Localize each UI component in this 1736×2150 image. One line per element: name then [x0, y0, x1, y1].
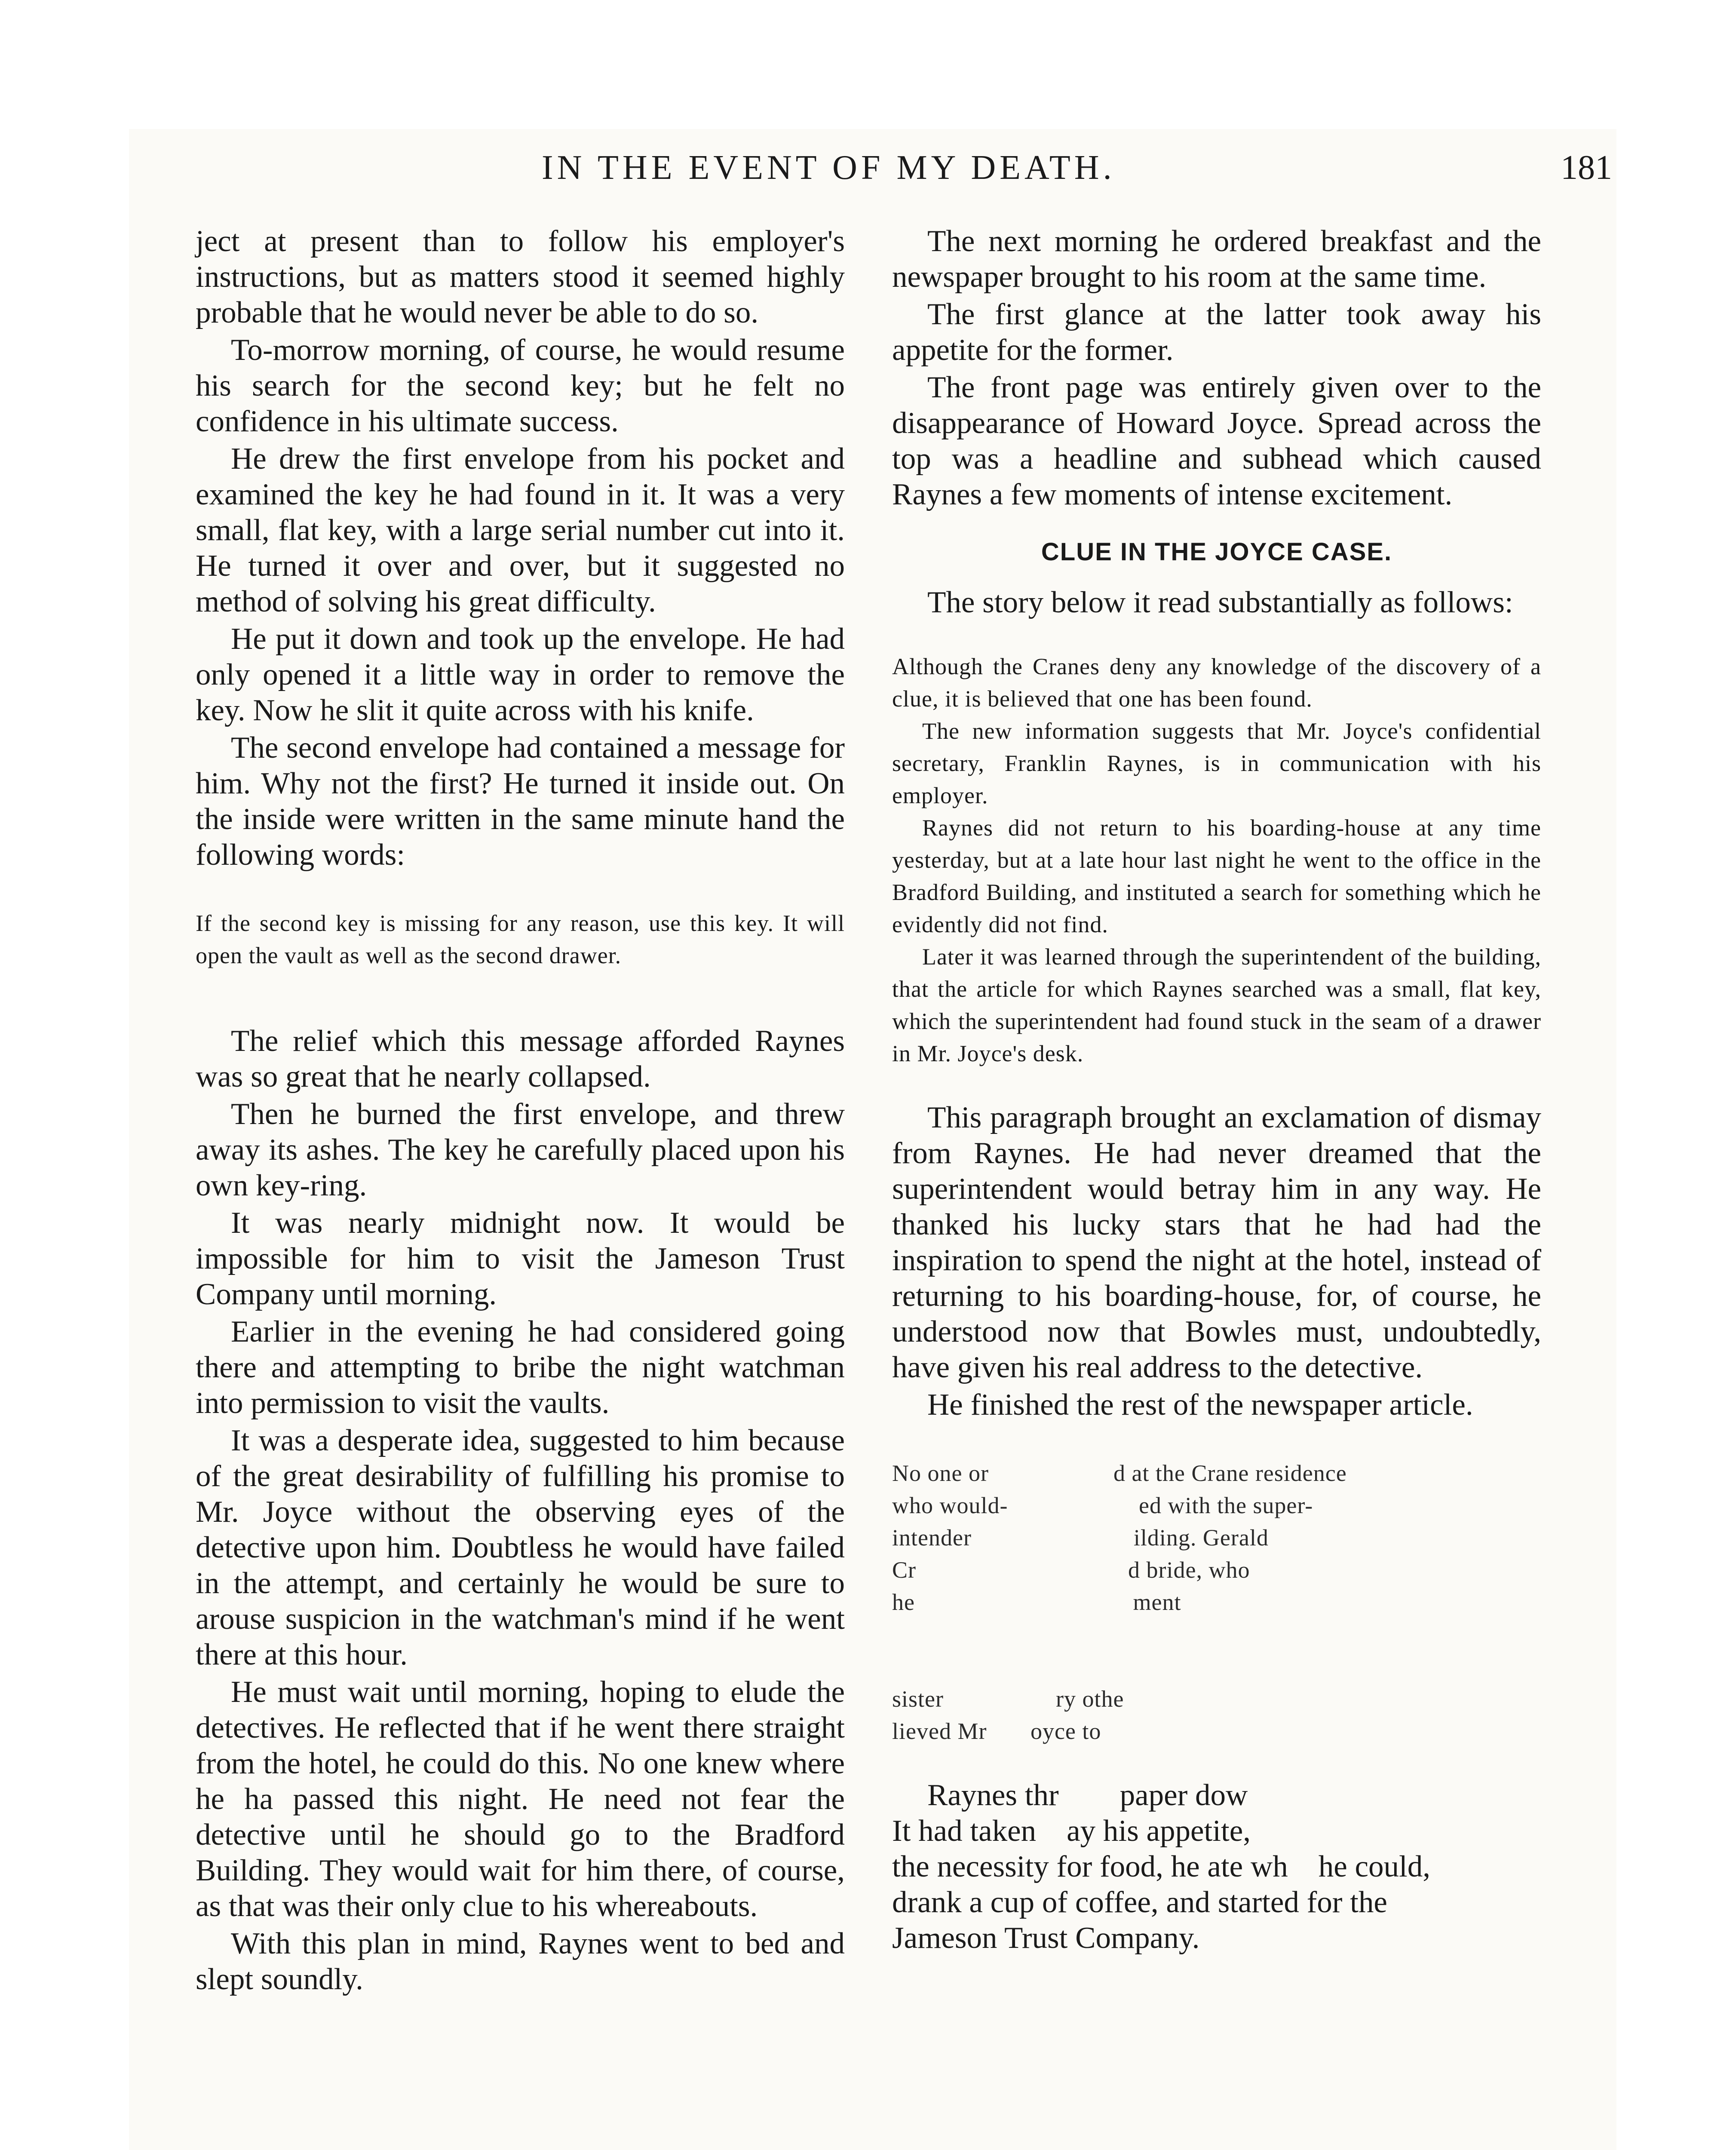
- page-number: 181: [1561, 149, 1612, 187]
- running-title: IN THE EVENT OF MY DEATH.: [542, 149, 1116, 187]
- article-paragraph: Although the Cranes deny any knowledge of the discovery of a clue, it is believed that one has been found.: [892, 654, 1541, 712]
- book-page: [129, 129, 1616, 2150]
- envelope-message: [196, 907, 845, 972]
- damaged-line: the necessity for food, he ate wh he could,: [892, 1850, 1430, 1883]
- running-head: [542, 148, 1612, 200]
- damaged-line: Jameson Trust Company.: [892, 1921, 1200, 1955]
- damaged-line: sister ry othe: [892, 1686, 1124, 1712]
- article-paragraph: Raynes did not return to his boarding-house at any time yesterday, but at a late hour last night he went to the office in the Bradford Building, and instituted a search for something which he evidently did not find.: [892, 815, 1541, 937]
- damaged-line: drank a cup of coffee, and started for the: [892, 1886, 1387, 1919]
- paragraph: Then he burned the first envelope, and threw away its ashes. The key he carefully placed upon his own key-ring.: [196, 1097, 845, 1202]
- paragraph: This paragraph brought an exclamation of dismay from Raynes. He had never dreamed that the superintendent would betray him in any way. He thanked his lucky stars that he had had the inspiration to spend the night at the hotel, instead of returning to his boarding-house, for, of course, he understood now that Bowles must, undoubtedly, have given his real address to the detective.: [892, 1101, 1541, 1384]
- paragraph: The front page was entirely given over to the disappearance of Howard Joyce. Spread across the top was a headline and subhead which caused Raynes a few moments of intense excitement.: [892, 371, 1541, 511]
- newspaper-article: [892, 651, 1541, 1070]
- damaged-article: [892, 1457, 1541, 1748]
- newspaper-headline: CLUE IN THE JOYCE CASE.: [1041, 538, 1392, 566]
- damaged-line: Raynes thr paper dow: [927, 1778, 1248, 1812]
- damaged-line: intender ilding. Gerald: [892, 1525, 1269, 1551]
- damaged-line: lieved Mr oyce to: [892, 1718, 1101, 1744]
- paragraph: To-morrow morning, of course, he would resume his search for the second key; but he felt no confidence in his ultimate success.: [196, 333, 845, 438]
- paragraph: ject at present than to follow his employer's instructions, but as matters stood it seemed highly probable that he would never be able to do so.: [196, 224, 845, 329]
- paragraph: He drew the first envelope from his pocket and examined the key he had found in it. It was a very small, flat key, with a large serial number cut into it. He turned it over and over, but it suggested no method of solving his great difficulty.: [196, 442, 845, 618]
- paragraph: Earlier in the evening he had considered going there and attempting to bribe the night watchman into permission to visit the vaults.: [196, 1315, 845, 1420]
- right-column: [892, 224, 1541, 1956]
- article-paragraph: Later it was learned through the superintendent of the building, that the article for which Raynes searched was a small, flat key, which the superintendent had found stuck in the seam of a drawer in Mr. Joyce's desk.: [892, 944, 1541, 1066]
- paragraph: The first glance at the latter took away his appetite for the former.: [892, 298, 1541, 367]
- paragraph: It was a desperate idea, suggested to him because of the great desirability of fulfilling his promise to Mr. Joyce without the observing eyes of the detective upon him. Doubtless he would have failed in the attempt, and certainly he would be sure to arouse suspicion in the watchman's mind if he went there at this hour.: [196, 1424, 845, 1671]
- article-paragraph: The new information suggests that Mr. Joyce's confidential secretary, Franklin Raynes, is in communication with his employer.: [892, 718, 1541, 808]
- paragraph: The story below it read substantially as follows:: [927, 586, 1513, 619]
- damaged-gap: [892, 1651, 1541, 1683]
- paragraph: The relief which this message afforded Raynes was so great that he nearly collapsed.: [196, 1024, 845, 1093]
- damaged-line: Cr d bride, who: [892, 1557, 1250, 1583]
- damaged-line: who would- ed with the super-: [892, 1493, 1313, 1518]
- paragraph: He must wait until morning, hoping to elude the detectives. He reflected that if he went there straight from the hotel, he could do this. No one knew where he ha passed this night. He need not fear the detective until he should go to the Bradford Building. They would wait for him there, of course, as that was their only clue to his whereabouts.: [196, 1675, 845, 1923]
- paragraph: With this plan in mind, Raynes went to bed and slept soundly.: [196, 1927, 845, 1996]
- damaged-paragraph: [892, 1778, 1541, 1956]
- paragraph: The next morning he ordered breakfast and the newspaper brought to his room at the same time.: [892, 224, 1541, 294]
- paragraph: The second envelope had contained a message for him. Why not the first? He turned it inside out. On the inside were written in the same minute hand the following words:: [196, 731, 845, 872]
- damaged-line: he ment: [892, 1589, 1181, 1615]
- paragraph: He put it down and took up the envelope. He had only opened it a little way in order to remove the key. Now he slit it quite across with his knife.: [196, 622, 845, 727]
- damaged-gap: [892, 1619, 1541, 1651]
- paragraph: It was nearly midnight now. It would be impossible for him to visit the Jameson Trust Company until morning.: [196, 1206, 845, 1311]
- damaged-line: No one or d at the Crane residence: [892, 1460, 1347, 1486]
- left-column: [196, 224, 845, 1999]
- damaged-line: It had taken ay his appetite,: [892, 1814, 1251, 1848]
- envelope-message-text: If the second key is missing for any reason, use this key. It will open the vault as well as the second drawer.: [196, 910, 845, 968]
- paragraph: He finished the rest of the newspaper article.: [927, 1388, 1473, 1422]
